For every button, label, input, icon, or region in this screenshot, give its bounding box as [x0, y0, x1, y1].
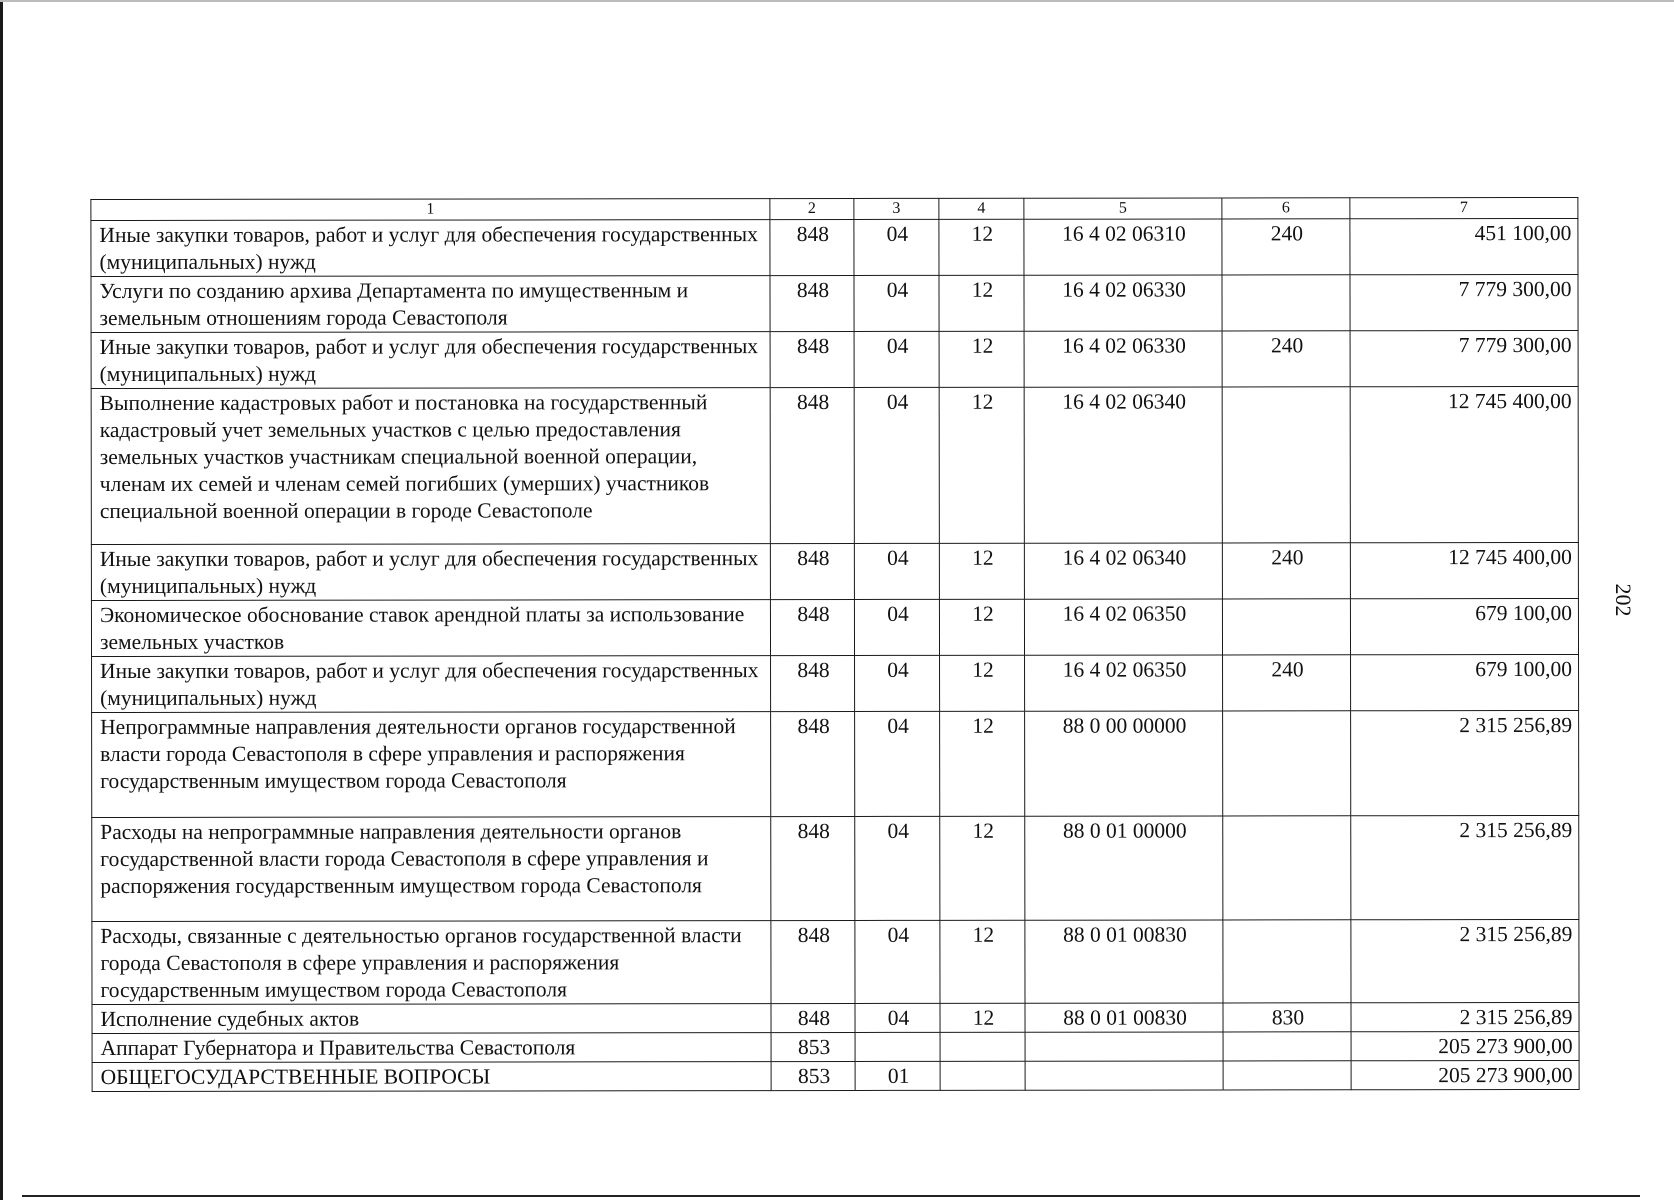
row-name-cell: Иные закупки товаров, работ и услуг для обеспечения государственных (муниципальных) нужд: [91, 332, 770, 389]
ved-code-cell: 848: [771, 711, 855, 816]
subsection-code-cell: 12: [940, 711, 1025, 816]
ved-code-cell: 848: [771, 920, 855, 1003]
amount-cell: 2 315 256,89: [1351, 1002, 1579, 1031]
target-article-cell: 16 4 02 06330: [1024, 331, 1222, 387]
amount-cell: 2 315 256,89: [1351, 710, 1579, 815]
row-name-cell: Исполнение судебных актов: [92, 1004, 771, 1034]
expense-type-cell: 830: [1223, 1003, 1351, 1032]
expense-type-cell: 240: [1222, 219, 1350, 275]
expense-type-cell: [1223, 1032, 1351, 1061]
ved-code-cell: 848: [770, 599, 854, 655]
target-article-cell: 88 0 01 00830: [1025, 1003, 1223, 1032]
table-row: [92, 1060, 1579, 1091]
subsection-code-cell: 12: [939, 331, 1024, 387]
bottom-rule: [22, 1195, 1640, 1197]
amount-cell: 2 315 256,89: [1351, 919, 1579, 1002]
ved-code-cell: 848: [771, 1003, 855, 1032]
row-name-cell: Непрограммные направления деятельности органов государственной власти города Севастополя в сфере управления и распоряжения государственным имуществом города Севастополя: [92, 712, 771, 818]
ved-code-cell: 848: [770, 219, 854, 275]
table-row: [92, 1031, 1579, 1062]
amount-cell: 2 315 256,89: [1351, 815, 1579, 919]
subsection-code-cell: 12: [940, 920, 1025, 1003]
expense-type-cell: [1222, 275, 1350, 331]
row-name-cell: Услуги по созданию архива Департамента по имущественным и земельным отношениям города Севастополя: [91, 276, 770, 333]
scan-left-edge: [0, 0, 3, 1200]
section-code-cell: [855, 1032, 940, 1061]
column-header: 2: [770, 198, 854, 219]
ved-code-cell: 848: [770, 387, 854, 543]
section-code-cell: 04: [855, 655, 940, 711]
table-row: [92, 1002, 1579, 1033]
amount-cell: 12 745 400,00: [1350, 386, 1578, 542]
table-row: [91, 218, 1578, 276]
section-code-cell: 04: [854, 543, 939, 599]
subsection-code-cell: 12: [939, 275, 1024, 331]
table-row: [91, 274, 1578, 332]
ved-code-cell: 853: [771, 1032, 855, 1061]
section-code-cell: 04: [854, 331, 939, 387]
amount-cell: 205 273 900,00: [1351, 1031, 1579, 1060]
target-article-cell: [1025, 1032, 1223, 1061]
page-number: 202: [1611, 583, 1636, 617]
target-article-cell: 16 4 02 06350: [1025, 655, 1223, 711]
row-name-cell: Иные закупки товаров, работ и услуг для обеспечения государственных (муниципальных) нужд: [92, 656, 771, 713]
row-name-cell: Выполнение кадастровых работ и постановка на государственный кадастровый учет земельных участков с целью предоставления земельных участков участникам специальной военной операции, членам их семей и членам семей погибших (умерших) участников специальной военной операции в городе Севастополе: [91, 388, 770, 545]
column-header: 1: [91, 199, 770, 221]
target-article-cell: 16 4 02 06330: [1024, 275, 1222, 331]
table-row: [91, 598, 1578, 656]
target-article-cell: 88 0 00 00000: [1025, 711, 1223, 816]
row-name-cell: ОБЩЕГОСУДАРСТВЕННЫЕ ВОПРОСЫ: [92, 1062, 771, 1092]
expense-type-cell: 240: [1223, 655, 1351, 711]
section-code-cell: 04: [854, 599, 939, 655]
ved-code-cell: 848: [770, 275, 854, 331]
subsection-code-cell: 12: [939, 543, 1024, 599]
amount-cell: 7 779 300,00: [1350, 274, 1578, 330]
expense-type-cell: [1223, 1061, 1351, 1090]
target-article-cell: 88 0 01 00000: [1025, 816, 1223, 920]
section-code-cell: 04: [855, 816, 940, 920]
column-header: 3: [854, 198, 939, 219]
target-article-cell: 16 4 02 06310: [1024, 219, 1222, 275]
scan-top-edge: [0, 0, 1674, 2]
expense-type-cell: [1223, 816, 1351, 920]
section-code-cell: 04: [854, 219, 939, 275]
ved-code-cell: 848: [771, 816, 855, 920]
section-code-cell: 04: [855, 1003, 940, 1032]
amount-cell: 205 273 900,00: [1351, 1060, 1579, 1089]
row-name-cell: Иные закупки товаров, работ и услуг для обеспечения государственных (муниципальных) нужд: [91, 544, 770, 601]
row-name-cell: Расходы, связанные с деятельностью органов государственной власти города Севастополя в сфере управления и распоряжения государственным имуществом города Севастополя: [92, 921, 771, 1005]
section-code-cell: 04: [855, 920, 940, 1003]
column-header: 7: [1350, 197, 1578, 218]
ved-code-cell: 853: [771, 1061, 855, 1090]
amount-cell: 12 745 400,00: [1350, 542, 1578, 598]
budget-table: [90, 197, 1579, 1092]
target-article-cell: [1025, 1061, 1223, 1090]
expense-type-cell: 240: [1222, 543, 1350, 599]
row-name-cell: Иные закупки товаров, работ и услуг для обеспечения государственных (муниципальных) нужд: [91, 220, 770, 277]
subsection-code-cell: 12: [939, 387, 1024, 543]
subsection-code-cell: 12: [940, 655, 1025, 711]
column-header: 4: [939, 198, 1024, 219]
section-code-cell: 04: [855, 711, 940, 816]
table-row: [91, 386, 1578, 544]
subsection-code-cell: 12: [940, 1003, 1025, 1032]
ved-code-cell: 848: [771, 655, 855, 711]
amount-cell: 451 100,00: [1350, 218, 1578, 274]
row-name-cell: Расходы на непрограммные направления деятельности органов государственной власти города Севастополя в сфере управления и распоряжения государственным имуществом города Севастополя: [92, 817, 771, 922]
expense-type-cell: [1223, 920, 1351, 1003]
target-article-cell: 88 0 01 00830: [1025, 920, 1223, 1003]
ved-code-cell: 848: [770, 331, 854, 387]
amount-cell: 679 100,00: [1351, 654, 1579, 710]
expense-type-cell: [1222, 599, 1350, 655]
amount-cell: 7 779 300,00: [1350, 330, 1578, 386]
column-header: 5: [1024, 198, 1222, 219]
table-row: [91, 330, 1578, 388]
table-row: [92, 919, 1579, 1004]
amount-cell: 679 100,00: [1350, 598, 1578, 654]
section-code-cell: 04: [854, 387, 939, 543]
target-article-cell: 16 4 02 06340: [1024, 387, 1222, 543]
table-row: [91, 542, 1578, 600]
subsection-code-cell: [940, 1061, 1025, 1090]
expense-type-cell: [1223, 711, 1351, 816]
subsection-code-cell: 12: [939, 219, 1024, 275]
table-row: [92, 654, 1579, 712]
row-name-cell: Аппарат Губернатора и Правительства Севастополя: [92, 1033, 771, 1063]
ved-code-cell: 848: [770, 543, 854, 599]
header-row: [91, 197, 1578, 220]
subsection-code-cell: 12: [939, 599, 1024, 655]
table-row: [92, 815, 1579, 921]
row-name-cell: Экономическое обоснование ставок арендной платы за использование земельных участков: [91, 600, 770, 657]
section-code-cell: 04: [854, 275, 939, 331]
subsection-code-cell: 12: [940, 816, 1025, 920]
column-header: 6: [1222, 198, 1350, 219]
expense-type-cell: 240: [1222, 331, 1350, 387]
table-row: [92, 710, 1579, 817]
expense-type-cell: [1222, 387, 1350, 543]
section-code-cell: 01: [855, 1061, 940, 1090]
target-article-cell: 16 4 02 06350: [1024, 599, 1222, 655]
subsection-code-cell: [940, 1032, 1025, 1061]
target-article-cell: 16 4 02 06340: [1024, 543, 1222, 599]
